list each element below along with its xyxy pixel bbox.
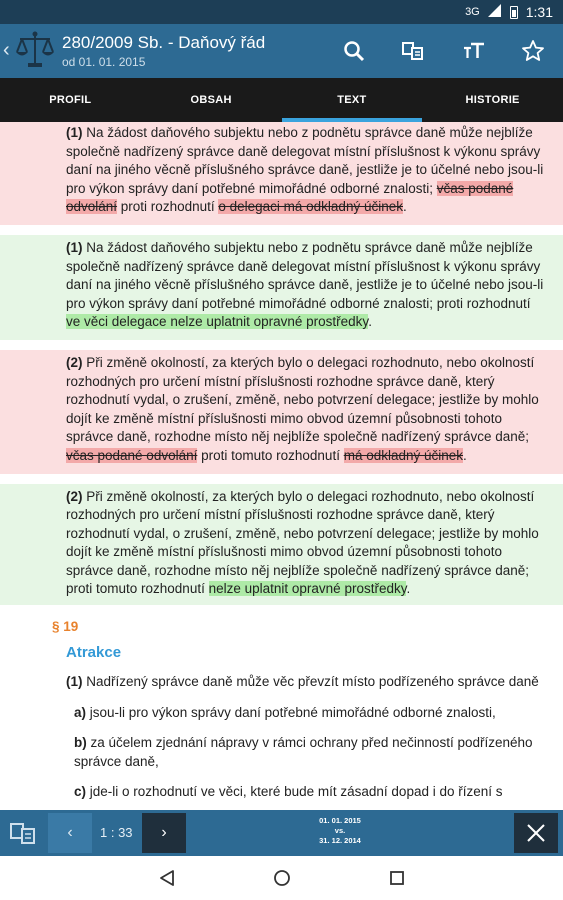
deleted-paragraph (0, 350, 563, 474)
paragraph-text: Na žádost daňového subjektu nebo z podnětu správce daně může nejblíže společně nadřízený správce daně delegovat místní příslušnost k výkonu správy daní na jiného věcně příslušného správce daně, jestliže je to účelné nebo jsou-li pro výkon správy daní potřebné mimořádné odborné znalosti; (66, 125, 544, 196)
deleted-text: má odkladný účinek (343, 447, 464, 463)
list-letter: a) (74, 704, 87, 720)
paragraph-text: . (402, 199, 407, 215)
status-bar (0, 0, 563, 24)
paragraph-text: Na žádost daňového subjektu nebo z podnětu správce daně může nejblíže společně nadřízený správce daně delegovat místní příslušnost k výkonu správy daní na jiného věcně příslušného správce daně, jestliže je to účelné nebo jsou-li pro výkon správy daní potřebné mimořádné odborné znalosti; proti rozhodnutí (66, 239, 544, 311)
paragraph-number: (2) (66, 354, 83, 370)
paragraph-number: (1) (66, 125, 83, 140)
signal-icon (488, 4, 502, 20)
battery-icon (510, 6, 518, 19)
nav-home-icon[interactable] (272, 868, 292, 888)
nav-recents-icon[interactable] (387, 868, 407, 888)
tab-bar (0, 78, 563, 122)
compared-versions (300, 816, 380, 846)
section-number: § 19 (52, 619, 79, 635)
list-item-text: za účelem zjednání nápravy v rámci ochrany před nečinností podřízeného správce daně, (74, 735, 533, 769)
paragraph-text: . (368, 314, 372, 330)
inserted-paragraph (0, 235, 563, 340)
list-letter: c) (74, 784, 87, 800)
version-date-to: 31. 12. 2014 (319, 836, 361, 845)
back-arrow-icon[interactable]: ‹ (3, 39, 10, 61)
page-title: 280/2009 Sb. - Daňový řád (62, 33, 266, 52)
paragraph-text: proti rozhodnutí (117, 199, 219, 215)
text-size-icon[interactable] (460, 37, 488, 65)
versus-label: vs. (334, 826, 346, 835)
list-item (0, 704, 563, 723)
tab-historie[interactable]: HISTORIE (465, 94, 520, 106)
tab-obsah[interactable]: OBSAH (190, 94, 232, 106)
list-item (0, 783, 563, 802)
scales-logo-icon[interactable] (14, 30, 56, 70)
separator (0, 474, 563, 484)
search-icon[interactable] (340, 37, 368, 65)
law-text-content[interactable] (0, 122, 563, 810)
paragraph-number: (2) (66, 488, 83, 504)
paragraph-text: . (463, 447, 467, 463)
deleted-text: včas podané odvolání (66, 180, 514, 215)
tab-text[interactable]: TEXT (282, 78, 423, 122)
chevron-left-icon: ‹ (67, 824, 73, 841)
clock: 1:31 (525, 4, 553, 20)
list-item-text: jde-li o rozhodnutí ve věci, které bude mít zásadní dopad i do řízení s (86, 784, 503, 800)
compare-mode-icon[interactable] (10, 821, 36, 845)
list-item (0, 734, 563, 771)
paragraph-number: (1) (66, 239, 83, 255)
paragraph-number: (1) (66, 674, 83, 690)
version-date-from: 01. 01. 2015 (319, 816, 361, 825)
section-paragraph (0, 673, 563, 692)
close-icon (527, 824, 545, 842)
system-navigation-bar (0, 856, 563, 900)
paragraph-text: Nadřízený správce daně může věc převzít místo podřízeného správce daně (82, 674, 539, 690)
signal-indicator: 3G (465, 6, 480, 18)
separator (0, 225, 563, 235)
deleted-paragraph (0, 122, 563, 225)
nav-back-icon[interactable] (157, 868, 177, 888)
close-compare-button[interactable] (514, 813, 558, 853)
deleted-text: včas podané odvolání (66, 447, 198, 463)
paragraph-text: . (406, 581, 411, 597)
deleted-text: o delegaci má odkladný účinek (218, 199, 403, 215)
next-change-button[interactable] (142, 813, 186, 853)
paragraph-text: proti tomuto rozhodnutí (197, 447, 344, 463)
inserted-text: nelze uplatnit opravné prostředky (208, 581, 407, 597)
section-title: Atrakce (66, 644, 122, 662)
effective-date: od 01. 01. 2015 (62, 55, 146, 69)
paragraph-text: Při změně okolností, za kterých bylo o delegaci rozhodnuto, nebo okolností rozhodných pro určení místní příslušnosti rozhodne správce daně, který rozhodnutí vydal, o zrušení, změně, nebo potvrzení delegace; jestliže by mohlo dojít ke změně místní příslušnosti mimo obvod územní působnosti tohoto správce daně, rozhodne místo něj nejblíže společně nadřízený správce daně; (66, 354, 539, 445)
app-bar (0, 24, 563, 78)
previous-change-button[interactable] (48, 813, 92, 853)
tab-profil[interactable]: PROFIL (49, 94, 92, 106)
list-letter: b) (74, 735, 87, 751)
list-item-text: jsou-li pro výkon správy daní potřebné mimořádné odborné znalosti, (86, 704, 496, 720)
inserted-paragraph (0, 484, 563, 606)
paragraph-text: Při změně okolností, za kterých bylo o delegaci rozhodnuto, nebo okolností rozhodných pro určení místní příslušnosti rozhodne správce daně, který rozhodnutí vydal, o zrušení, změně, nebo potvrzení delegace; jestliže by mohlo dojít ke změně místní příslušnosti mimo obvod územní působnosti tohoto správce daně, rozhodne místo něj nejblíže společně nadřízený správce daně; proti tomuto rozhodnutí (66, 488, 539, 597)
change-counter: 1 : 33 (100, 825, 133, 840)
chevron-right-icon: › (161, 824, 167, 841)
compare-icon[interactable] (399, 37, 427, 65)
inserted-text: ve věci delegace nelze uplatnit opravné prostředky (66, 314, 369, 330)
favorite-star-icon[interactable] (519, 37, 547, 65)
compare-toolbar (0, 810, 563, 856)
separator (0, 340, 563, 350)
